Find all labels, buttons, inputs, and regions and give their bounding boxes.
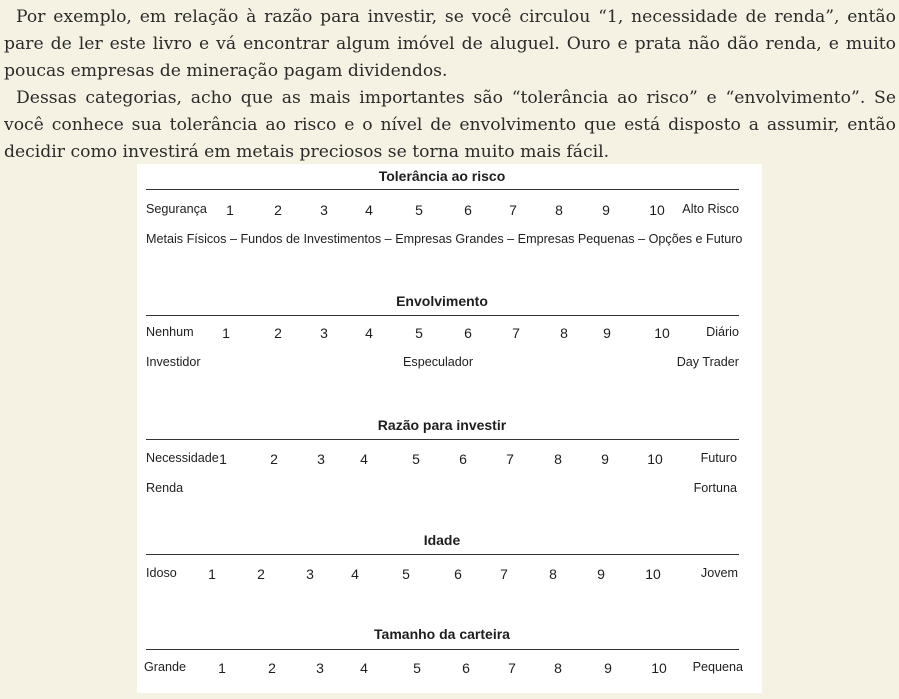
scale-involvement bbox=[146, 325, 739, 343]
scale-number: 1 bbox=[218, 660, 226, 676]
descriptor-left: Renda bbox=[146, 481, 184, 495]
scale-number: 7 bbox=[512, 325, 520, 341]
scale-number: 7 bbox=[509, 202, 517, 218]
scale-number: 5 bbox=[402, 566, 410, 582]
scale-left-label: Necessidade bbox=[146, 451, 219, 465]
descriptor-center: Especulador bbox=[403, 355, 474, 369]
scale-number: 3 bbox=[320, 202, 328, 218]
section-rule bbox=[146, 554, 739, 555]
scale-number: 4 bbox=[365, 202, 373, 218]
scale-number: 8 bbox=[549, 566, 557, 582]
descriptor-left: Investidor bbox=[146, 355, 201, 369]
risk-descriptor: Metais Físicos – Fundos de Investimentos – Empresas Grandes – Empresas Pequenas – Opções e Futuro bbox=[146, 232, 743, 246]
reason-descriptor-row bbox=[146, 481, 739, 499]
scale-right-label: Diário bbox=[706, 325, 739, 339]
scale-number: 5 bbox=[415, 202, 423, 218]
scale-risk-tolerance bbox=[146, 202, 739, 220]
scale-number: 6 bbox=[454, 566, 462, 582]
descriptor-right: Day Trader bbox=[676, 355, 739, 369]
scale-left-label: Nenhum bbox=[146, 325, 194, 339]
paragraph-1: Por exemplo, em relação à razão para investir, se você circulou “1, necessidade de renda”, então pare de ler este livro e vá encontrar algum imóvel de aluguel. Ouro e prata não dão renda, e muito poucas empresas de mineração pagam dividendos. bbox=[4, 7, 896, 81]
scale-right-label: Futuro bbox=[700, 451, 737, 465]
scale-number: 2 bbox=[274, 202, 282, 218]
scale-number: 1 bbox=[226, 202, 234, 218]
scale-number: 1 bbox=[222, 325, 230, 341]
scale-number: 10 bbox=[649, 202, 665, 218]
scale-number: 6 bbox=[464, 325, 472, 341]
section-title-risk-tolerance: Tolerância ao risco bbox=[378, 168, 506, 184]
scale-number: 6 bbox=[459, 451, 467, 467]
scale-number: 3 bbox=[306, 566, 314, 582]
scale-number: 9 bbox=[603, 325, 611, 341]
section-rule bbox=[146, 189, 739, 190]
descriptor-right: Fortuna bbox=[693, 481, 737, 495]
scale-number: 8 bbox=[555, 202, 563, 218]
scale-number: 1 bbox=[208, 566, 216, 582]
scale-age bbox=[146, 566, 739, 584]
scale-number: 5 bbox=[415, 325, 423, 341]
scale-number: 6 bbox=[462, 660, 470, 676]
scale-number: 9 bbox=[597, 566, 605, 582]
scale-portfolio-size bbox=[144, 660, 743, 678]
scale-number: 3 bbox=[320, 325, 328, 341]
scale-number: 7 bbox=[506, 451, 514, 467]
scale-left-label: Segurança bbox=[146, 202, 207, 216]
scale-reason bbox=[146, 451, 739, 469]
section-title-involvement: Envolvimento bbox=[396, 293, 488, 309]
section-rule bbox=[146, 439, 739, 440]
scale-number: 8 bbox=[560, 325, 568, 341]
section-rule bbox=[146, 649, 739, 650]
section-title-reason: Razão para investir bbox=[377, 417, 507, 433]
scale-number: 2 bbox=[268, 660, 276, 676]
scale-number: 2 bbox=[274, 325, 282, 341]
scale-number: 4 bbox=[351, 566, 359, 582]
scale-number: 5 bbox=[413, 660, 421, 676]
scale-right-label: Pequena bbox=[692, 660, 743, 674]
scale-number: 4 bbox=[360, 660, 368, 676]
risk-descriptor-row bbox=[146, 232, 743, 250]
scale-number: 3 bbox=[317, 451, 325, 467]
scale-left-label: Idoso bbox=[146, 566, 177, 580]
scale-number: 2 bbox=[257, 566, 265, 582]
scale-number: 1 bbox=[219, 451, 227, 467]
scale-number: 10 bbox=[654, 325, 670, 341]
paragraph-2: Dessas categorias, acho que as mais importantes são “tolerância ao risco” e “envolvimento”. Se você conhece sua tolerância ao risco e o nível de envolvimento que está disposto a assumir, então decidir como investirá em metais preciosos se torna muito mais fácil. bbox=[4, 88, 896, 162]
scale-number: 4 bbox=[365, 325, 373, 341]
scale-left-label: Grande bbox=[144, 660, 187, 674]
scale-number: 10 bbox=[651, 660, 667, 676]
scale-number: 7 bbox=[500, 566, 508, 582]
scale-number: 10 bbox=[647, 451, 663, 467]
scale-number: 9 bbox=[602, 202, 610, 218]
scale-number: 3 bbox=[316, 660, 324, 676]
scale-number: 10 bbox=[645, 566, 661, 582]
scale-number: 9 bbox=[604, 660, 612, 676]
scale-right-label: Alto Risco bbox=[682, 202, 739, 216]
scale-number: 5 bbox=[412, 451, 420, 467]
scale-number: 2 bbox=[270, 451, 278, 467]
section-rule bbox=[146, 315, 739, 316]
scale-number: 9 bbox=[601, 451, 609, 467]
section-title-age: Idade bbox=[423, 532, 461, 548]
scale-number: 4 bbox=[360, 451, 368, 467]
scale-number: 7 bbox=[508, 660, 516, 676]
investor-profile-figure bbox=[137, 164, 762, 693]
scale-number: 8 bbox=[554, 451, 562, 467]
section-title-portfolio-size: Tamanho da carteira bbox=[374, 626, 510, 642]
scale-right-label: Jovem bbox=[700, 566, 738, 580]
scale-number: 8 bbox=[554, 660, 562, 676]
scale-number: 6 bbox=[464, 202, 472, 218]
involvement-descriptor-row bbox=[146, 355, 739, 373]
